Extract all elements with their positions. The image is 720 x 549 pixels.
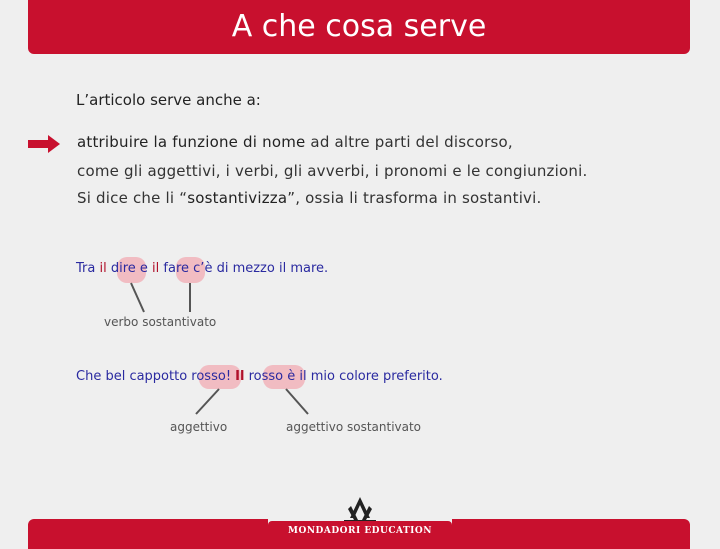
article-il-1: il <box>99 261 107 276</box>
publisher-logo <box>268 494 452 540</box>
line3-pre: Si dice che li “ <box>77 189 188 207</box>
connector-dire <box>131 283 144 312</box>
word-rosso-2: rosso <box>248 369 284 384</box>
word-fare: fare <box>163 261 190 276</box>
label-aggettivo-sostantivato: aggettivo sostantivato <box>286 420 422 434</box>
article-il-2: il <box>152 261 160 276</box>
article-il: Il <box>235 369 245 384</box>
bold-phrase: attribuire la funzione di nome <box>77 133 306 151</box>
word-dire: dire <box>110 261 136 276</box>
body-line-2: come gli aggettivi, i verbi, gli avverbi, i pronomi e le congiunzioni. <box>77 162 588 180</box>
ex1-text-b: e <box>135 261 153 276</box>
brand-name: MONDADORI EDUCATION <box>288 526 432 536</box>
bold-word: sostantivizza <box>187 189 288 207</box>
intro-text: L’articolo serve anche a: <box>76 91 261 109</box>
slide-title: A che cosa serve <box>231 9 487 44</box>
word-rosso-1: rosso <box>191 369 226 384</box>
label-aggettivo: aggettivo <box>170 420 228 434</box>
ex1-text-a: Tra <box>76 261 100 276</box>
ex2-text-a: Che bel cappotto <box>76 369 192 384</box>
label-verbo-sostantivato: verbo sostantivato <box>104 315 217 329</box>
line3-post: ”, ossia li trasforma in sostantivi. <box>287 189 542 207</box>
ex2-text-c: è il mio colore preferito. <box>283 369 443 384</box>
ex1-text-c: c’è di mezzo il mare. <box>189 261 329 276</box>
connector-rosso-1 <box>196 389 219 414</box>
connector-rosso-2 <box>286 389 308 414</box>
example-sentence-2 <box>76 369 443 384</box>
ex2-text-b: ! <box>225 369 236 384</box>
line1-rest: ad altre parti del discorso, <box>305 133 513 151</box>
